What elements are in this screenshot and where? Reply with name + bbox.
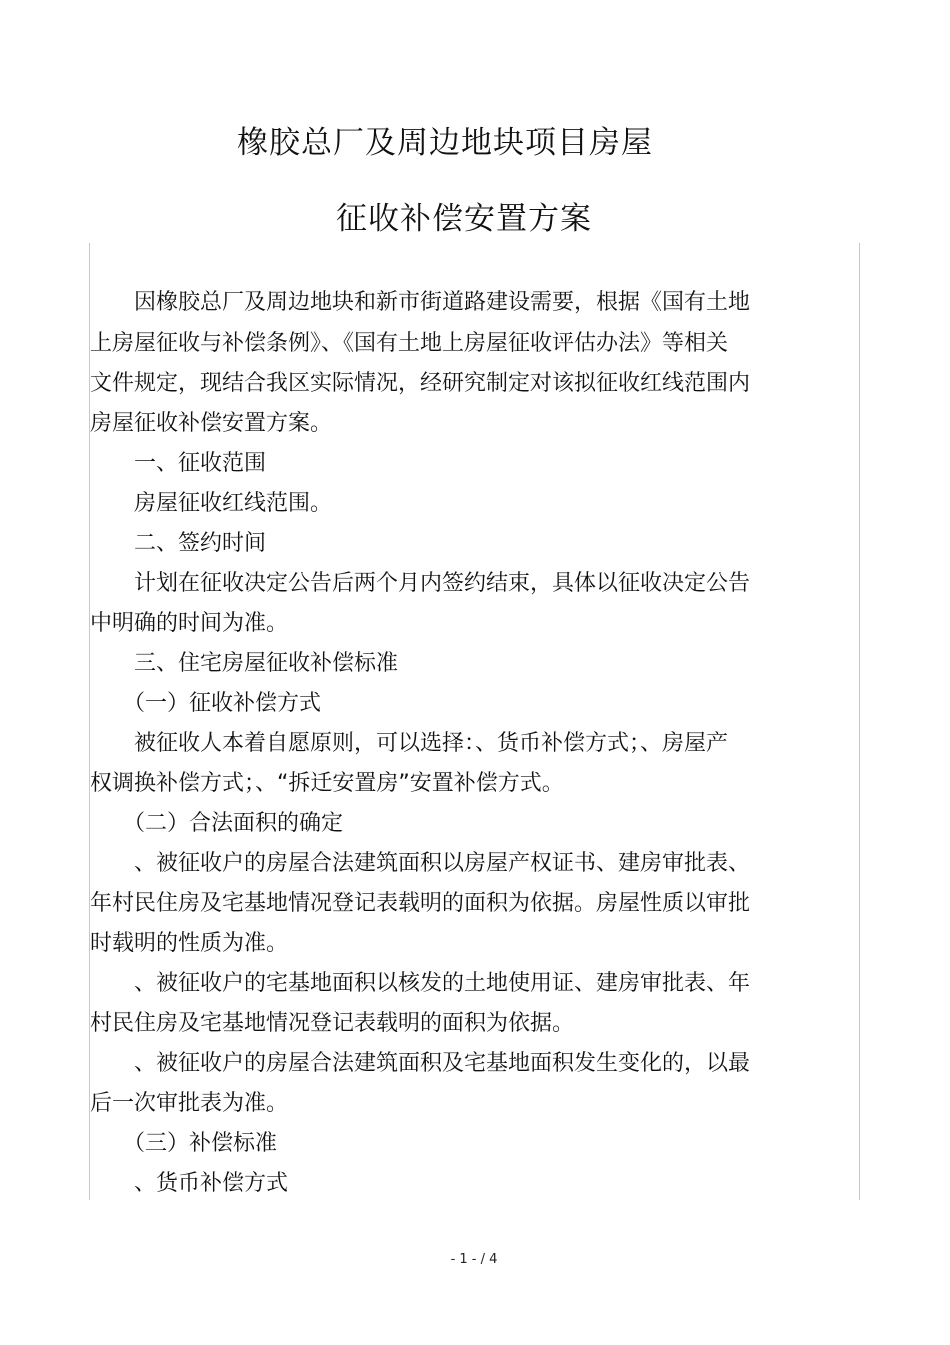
right-margin-rule	[859, 243, 860, 1200]
body-line: 、被征收户的房屋合法建筑面积及宅基地面积发生变化的，以最	[90, 1051, 751, 1076]
body-line: 被征收人本着自愿原则，可以选择：、货币补偿方式；、房屋产	[90, 731, 729, 756]
body-line: 中明确的时间为准。	[90, 611, 289, 636]
body-line: 文件规定，现结合我区实际情况，经研究制定对该拟征收红线范围内	[90, 371, 751, 396]
subsection-heading: （一）征收补偿方式	[90, 691, 322, 716]
body-line: 村民住房及宅基地情况登记表载明的面积为依据。	[90, 1011, 575, 1036]
body-line: 、货币补偿方式	[90, 1171, 289, 1196]
body-line: 房屋征收红线范围。	[90, 491, 333, 516]
body-line: 权调换补偿方式；、“拆迁安置房”安置补偿方式。	[90, 771, 564, 796]
body-line: 时载明的性质为准。	[90, 931, 289, 956]
subsection-heading: （二）合法面积的确定	[90, 811, 344, 836]
section-heading: 一、征收范围	[90, 451, 267, 476]
body-line: 房屋征收补偿安置方案。	[90, 411, 333, 436]
body-line: 上房屋征收与补偿条例》、《国有土地上房屋征收评估办法》等相关	[90, 331, 729, 356]
page-number: - 1 - / 4	[450, 1252, 498, 1267]
subsection-heading: （三）补偿标准	[90, 1131, 278, 1156]
body-line: 、被征收户的房屋合法建筑面积以房屋产权证书、建房审批表、	[90, 851, 751, 876]
section-heading: 三、住宅房屋征收补偿标准	[90, 651, 399, 676]
document-title-line-2: 征收补偿安置方案	[336, 201, 592, 237]
body-line: 计划在征收决定公告后两个月内签约结束，具体以征收决定公告	[90, 571, 751, 596]
section-heading: 二、签约时间	[90, 531, 267, 556]
document-title-line-1: 橡胶总厂及周边地块项目房屋	[237, 125, 653, 161]
body-line: 年村民住房及宅基地情况登记表载明的面积为依据。房屋性质以审批	[90, 891, 751, 916]
body-line: 后一次审批表为准。	[90, 1091, 289, 1116]
body-line: 、被征收户的宅基地面积以核发的土地使用证、建房审批表、年	[90, 971, 751, 996]
body-line: 因橡胶总厂及周边地块和新市街道路建设需要，根据《国有土地	[90, 290, 751, 315]
